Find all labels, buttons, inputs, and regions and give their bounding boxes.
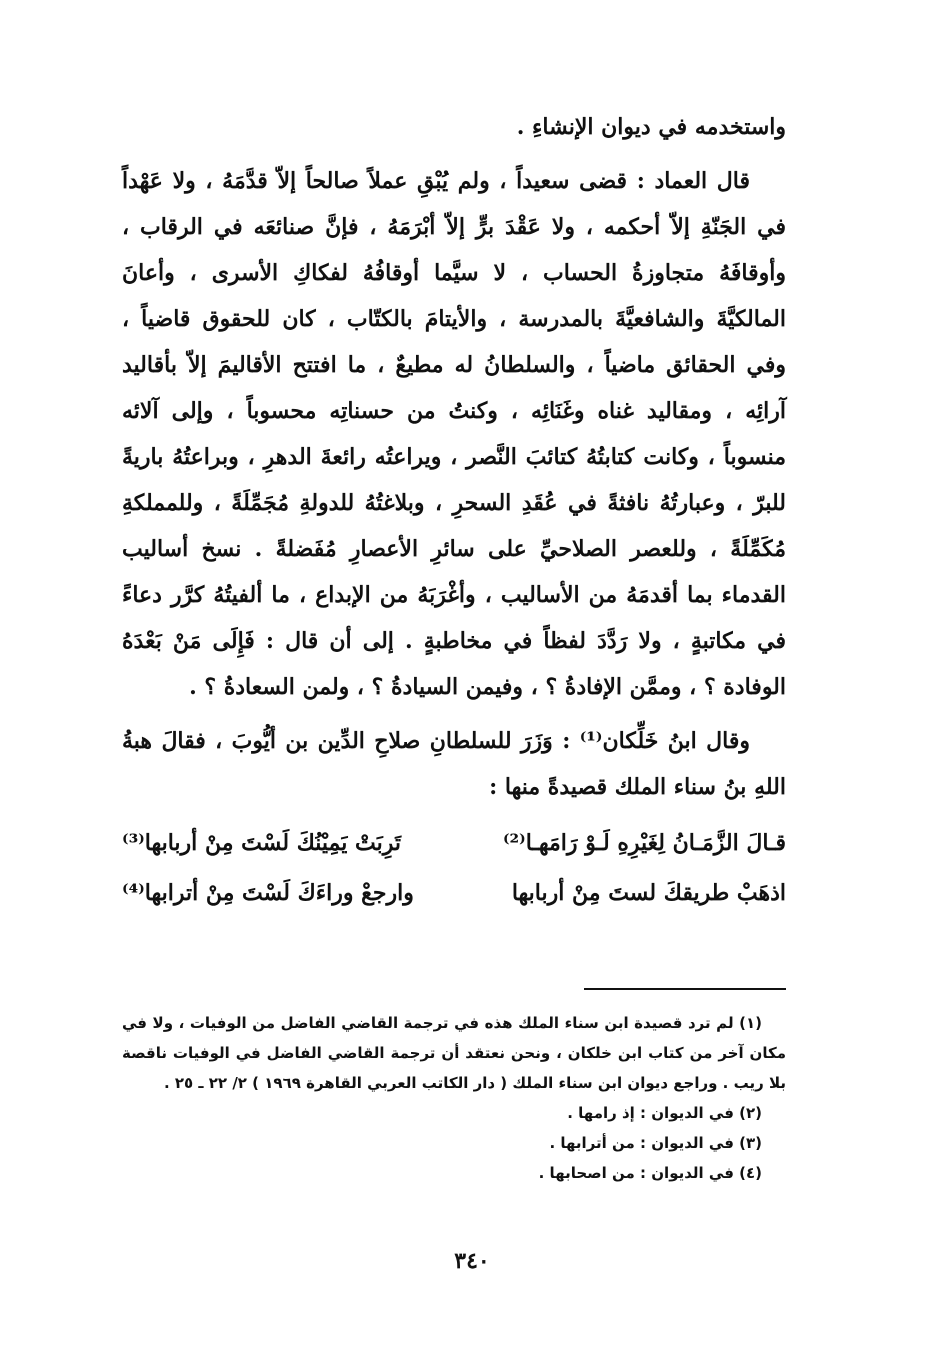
paragraph-ibn-khallikan: وقال ابنُ خَلِّكان⁽¹⁾ : وَزَرَ للسلطانِ صلاحِ الدِّين بن أيُّوبَ ، فقالَ هبةُ اللهِ بنُ سناء الملك قصيدةً منها : [122,728,786,800]
poem-hemistich-second: وارجعْ وراءَكَ لَسْتَ مِنْ أترابها⁽⁴⁾ [122,880,414,906]
paragraph-imad-quote: قال العماد : قضى سعيداً ، ولم يُبْقِ عملاً صالحاً إلاّ قدَّمَهُ ، ولا عَهْداً في الجَنّةِ إلاّ أحكمه ، ولا عَقْدَ برٍّ إلاّ أبْرَمَهُ ، فإنَّ صنائعَه في الرقاب ، وأوقافَهُ متجاوزةُ الحساب ، لا سيَّما أوقافُهُ لفكاكِ الأسرى ، وأعانَ المالكيَّةَ والشافعيَّةَ بالمدرسة ، والأيتامَ بالكتّاب ، كان للحقوق قاضياً ، وفي الحقائق ماضياً ، والسلطانُ له مطيعٌ ، ما افتتح الأقاليمَ إلاّ بأقاليد آرائِه ، ومقاليد غناه وغَنَائِه ، وكنتُ من حسناتِه محسوباً ، وإلى آلائه منسوباً ، وكانت كتابتُهُ كتائبَ النَّصر ، ويراعتُه رائعةَ الدهرِ ، وبراعتُهُ باريةً للبرّ ، وعبارتُهُ نافثةً في عُقَدِ السحرِ ، وبلاغتُهُ للدولةِ مُجَمِّلَةً ، وللمملكةِ مُكَمِّلَةً ، وللعصر الصلاحيِّ على سائرِ الأعصارِ مُفَضلةً . نسخ أساليب القدماء بما أقدمَهُ من الأساليب ، وأغْرَبَهُ من الإبداع ، ما ألفيتُهُ كرَّر دعاءً في مكاتبةٍ ، ولا رَدَّدَ لفظاً في مخاطبةٍ . إلى أن قال : فَإِلَى مَنْ بَعْدَهُ الوفادة ؟ ، وممَّن الإفادةُ ؟ ، وفيمن السيادةُ ؟ ، ولمن السعادةُ ؟ . [122,168,786,700]
footnote-4: (٤) في الديوان : من اصحابها . [538,1164,762,1182]
footnote-3: (٣) في الديوان : من أترابها . [549,1134,762,1152]
poem-verse [122,868,786,918]
poem-hemistich-first: قـالَ الزَّمَـانُ لِغَيْرِهِ لَـوْ رَامَهـا⁽²⁾ [502,830,786,856]
footnote-separator [584,988,786,990]
poem-verse [122,818,786,868]
poem-hemistich-second: تَرِبَتْ يَمِيْنُكَ لَسْتَ مِنْ أربابها⁽³⁾ [122,830,402,856]
paragraph-gap [122,710,786,718]
poem [122,818,786,918]
footnote-2: (٢) في الديوان : إذ رامها . [567,1104,762,1122]
opening-line: واستخدمه في ديوان الإنشاءِ . [516,114,786,140]
footnote-1: (١) لم ترد قصيدة ابن سناء الملك هذه في ترجمة القاضي الفاضل من الوفيات ، ولا في مكان آخر من كتاب ابن خلكان ، ونحن نعتقد أن ترجمة القاضي الفاضل في الوفيات ناقصة بلا ريب . وراجع ديوان ابن سناء الملك ( دار الكاتب العربي القاهرة ١٩٦٩ ) ٢/ ٢٢ ـ ٢٥ . [122,1014,786,1092]
footnotes [122,1008,786,1188]
page-number: ٣٤٠ [454,1248,490,1274]
poem-hemistich-first: اذهَبْ طريقكَ لستَ مِنْ أربابها [511,880,786,906]
main-text [122,104,786,918]
